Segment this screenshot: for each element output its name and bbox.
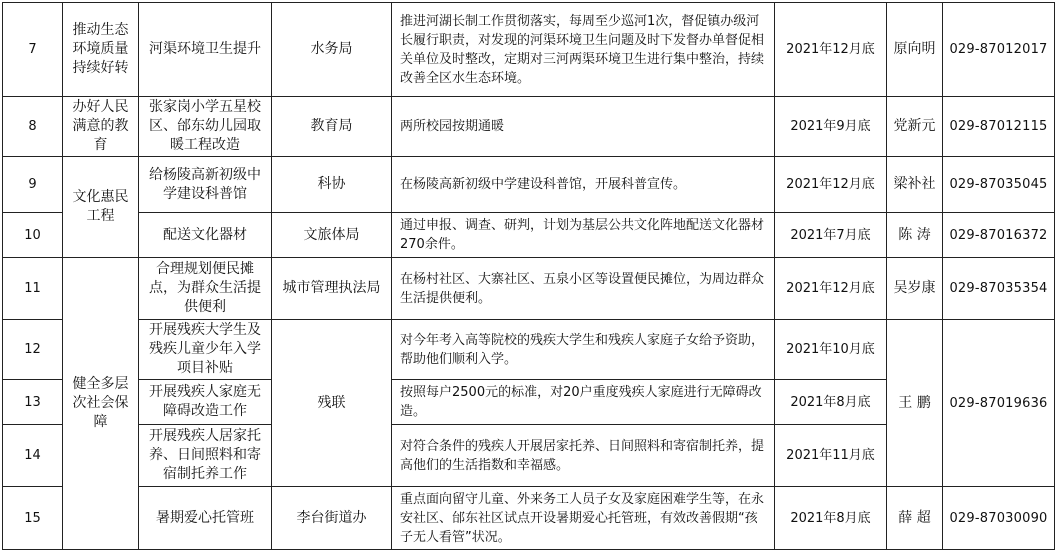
deadline-cell: 2021年7月底 — [775, 213, 887, 258]
row-number: 10 — [3, 213, 63, 258]
deadline-cell: 2021年12月底 — [775, 258, 887, 320]
phone-cell: 029-87012017 — [943, 3, 1055, 97]
category-cell: 文化惠民工程 — [63, 157, 139, 258]
responsible-person-cell: 薛 超 — [887, 487, 943, 550]
responsible-person-cell: 陈 涛 — [887, 213, 943, 258]
table-row — [3, 320, 1055, 380]
project-cell: 开展残疾人家庭无障碍改造工作 — [139, 380, 272, 425]
department-cell: 文旅体局 — [272, 213, 392, 258]
row-number: 7 — [3, 3, 63, 97]
category-cell: 健全多层次社会保障 — [63, 258, 139, 550]
row-number: 12 — [3, 320, 63, 380]
project-cell: 开展残疾人居家托养、日间照料和寄宿制托养工作 — [139, 425, 272, 487]
table-row — [3, 3, 1055, 97]
phone-cell: 029-87035354 — [943, 258, 1055, 320]
work-content-cell: 按照每户2500元的标准，对20户重度残疾人家庭进行无障碍改造。 — [392, 380, 775, 425]
table-row — [3, 487, 1055, 550]
department-cell: 科协 — [272, 157, 392, 213]
table-row — [3, 97, 1055, 157]
project-cell: 河渠环境卫生提升 — [139, 3, 272, 97]
phone-cell: 029-87016372 — [943, 213, 1055, 258]
department-cell: 城市管理执法局 — [272, 258, 392, 320]
deadline-cell: 2021年9月底 — [775, 97, 887, 157]
row-number: 14 — [3, 425, 63, 487]
work-content-cell: 推进河湖长制工作贯彻落实，每周至少巡河1次，督促镇办级河长履行职责，对发现的河渠环境卫生问题及时下发督办单督促相关单位及时整改，定期对三河两渠环境卫生进行集中整治，持续改善全区水生态环境。 — [392, 3, 775, 97]
row-number: 11 — [3, 258, 63, 320]
department-cell: 残联 — [272, 320, 392, 487]
project-cell: 给杨陵高新初级中学建设科普馆 — [139, 157, 272, 213]
row-number: 13 — [3, 380, 63, 425]
deadline-cell: 2021年10月底 — [775, 320, 887, 380]
phone-cell: 029-87012115 — [943, 97, 1055, 157]
deadline-cell: 2021年11月底 — [775, 425, 887, 487]
phone-cell: 029-87035045 — [943, 157, 1055, 213]
work-content-cell: 通过申报、调查、研判，计划为基层公共文化阵地配送文化器材270余件。 — [392, 213, 775, 258]
responsible-person-cell: 原向明 — [887, 3, 943, 97]
deadline-cell: 2021年8月底 — [775, 487, 887, 550]
project-cell: 张家岗小学五星校区、邰东幼儿园取暖工程改造 — [139, 97, 272, 157]
project-table — [2, 2, 1055, 550]
row-number: 15 — [3, 487, 63, 550]
phone-cell: 029-87019636 — [943, 320, 1055, 487]
table-row — [3, 258, 1055, 320]
project-cell: 配送文化器材 — [139, 213, 272, 258]
work-content-cell: 在杨陵高新初级中学建设科普馆，开展科普宣传。 — [392, 157, 775, 213]
work-content-cell: 对今年考入高等院校的残疾大学生和残疾人家庭子女给予资助，帮助他们顺利入学。 — [392, 320, 775, 380]
department-cell: 李台街道办 — [272, 487, 392, 550]
responsible-person-cell: 党新元 — [887, 97, 943, 157]
work-content-cell: 在杨村社区、大寨社区、五泉小区等设置便民摊位，为周边群众生活提供便利。 — [392, 258, 775, 320]
deadline-cell: 2021年8月底 — [775, 380, 887, 425]
deadline-cell: 2021年12月底 — [775, 157, 887, 213]
work-content-cell: 对符合条件的残疾人开展居家托养、日间照料和寄宿制托养，提高他们的生活指数和幸福感。 — [392, 425, 775, 487]
row-number: 9 — [3, 157, 63, 213]
department-cell: 教育局 — [272, 97, 392, 157]
responsible-person-cell: 吴岁康 — [887, 258, 943, 320]
project-cell: 合理规划便民摊点，为群众生活提供便利 — [139, 258, 272, 320]
project-cell: 暑期爱心托管班 — [139, 487, 272, 550]
work-content-cell: 两所校园按期通暖 — [392, 97, 775, 157]
department-cell: 水务局 — [272, 3, 392, 97]
project-cell: 开展残疾大学生及残疾儿童少年入学项目补贴 — [139, 320, 272, 380]
work-content-cell: 重点面向留守儿童、外来务工人员子女及家庭困难学生等，在永安社区、邰东社区试点开设暑期爱心托管班，有效改善假期“孩子无人看管”状况。 — [392, 487, 775, 550]
responsible-person-cell: 王 鹏 — [887, 320, 943, 487]
phone-cell: 029-87030090 — [943, 487, 1055, 550]
deadline-cell: 2021年12月底 — [775, 3, 887, 97]
responsible-person-cell: 梁补社 — [887, 157, 943, 213]
category-cell: 办好人民满意的教育 — [63, 97, 139, 157]
row-number: 8 — [3, 97, 63, 157]
table-row — [3, 213, 1055, 258]
category-cell: 推动生态环境质量持续好转 — [63, 3, 139, 97]
table-row — [3, 157, 1055, 213]
